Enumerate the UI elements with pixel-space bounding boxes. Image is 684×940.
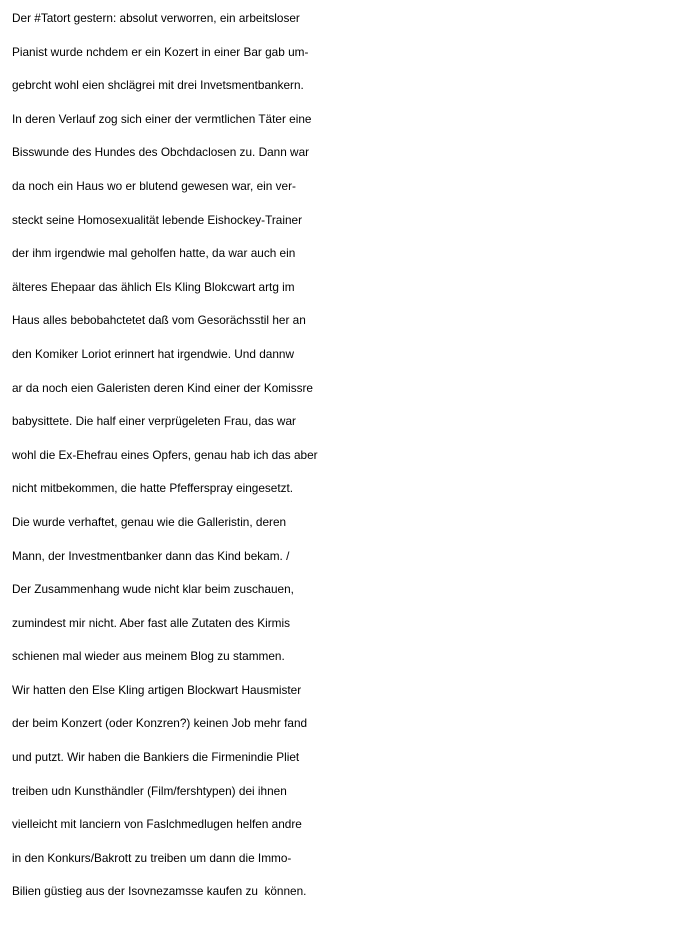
text-line: den Komiker Loriot erinnert hat irgendwie. Und dannw <box>12 346 294 361</box>
text-line: der beim Konzert (oder Konzren?) keinen Job mehr fand <box>12 716 308 731</box>
text-line: Pianist wurde nchdem er ein Kozert in einer Bar gab um- <box>12 44 309 59</box>
text-line: babysittete. Die half einer verprügeleten Frau, das war <box>12 414 296 429</box>
body-text <box>12 2 682 909</box>
text-line: Mann, der Investmentbanker dann das Kind bekam. / <box>12 548 290 563</box>
text-line: in den Konkurs/Bakrott zu treiben um dann die Immo- <box>12 850 292 865</box>
text-line: Der Zusammenhang wude nicht klar beim zuschauen, <box>12 582 294 597</box>
text-line: steckt seine Homosexualität lebende Eishockey-Trainer <box>12 212 303 227</box>
text-line: wohl die Ex-Ehefrau eines Opfers, genau hab ich das aber <box>12 447 318 462</box>
text-line: Haus alles bebobahctetet daß vom Gesorächsstil her an <box>12 313 306 328</box>
text-line: da noch ein Haus wo er blutend gewesen war, ein ver- <box>12 178 296 193</box>
text-line: Der #Tatort gestern: absolut verworren, ein arbeitsloser <box>12 11 300 25</box>
text-line: treiben udn Kunsthändler (Film/fershtypen) dei ihnen <box>12 783 287 798</box>
text-line: Bilien güstieg aus der Isovnezamsse kaufen zu können. <box>12 884 307 899</box>
text-line: Wir hatten den Else Kling artigen Blockwart Hausmister <box>12 682 302 697</box>
text-line: nicht mitbekommen, die hatte Pfefferspray eingesetzt. <box>12 481 294 496</box>
text-line: Die wurde verhaftet, genau wie die Galleristin, deren <box>12 514 287 529</box>
text-line: gebrcht wohl eien shclägrei mit drei Invetsmentbankern. <box>12 78 304 93</box>
text-line: vielleicht mit lanciern von Faslchmedlugen helfen andre <box>12 817 302 832</box>
text-line: zumindest mir nicht. Aber fast alle Zutaten des Kirmis <box>12 615 290 630</box>
text-line: der ihm irgendwie mal geholfen hatte, da war auch ein <box>12 246 296 261</box>
text-line: In deren Verlauf zog sich einer der vermtlichen Täter eine <box>12 111 312 126</box>
text-line: ar da noch eien Galeristen deren Kind einer der Komissre <box>12 380 313 395</box>
text-line: schienen mal wieder aus meinem Blog zu stammen. <box>12 649 285 664</box>
text-line: Bisswunde des Hundes des Obchdaclosen zu. Dann war <box>12 145 310 160</box>
text-line: älteres Ehepaar das ählich Els Kling Blokcwart artg im <box>12 279 295 294</box>
text-line: und putzt. Wir haben die Bankiers die Firmenindie Pliet <box>12 750 300 765</box>
